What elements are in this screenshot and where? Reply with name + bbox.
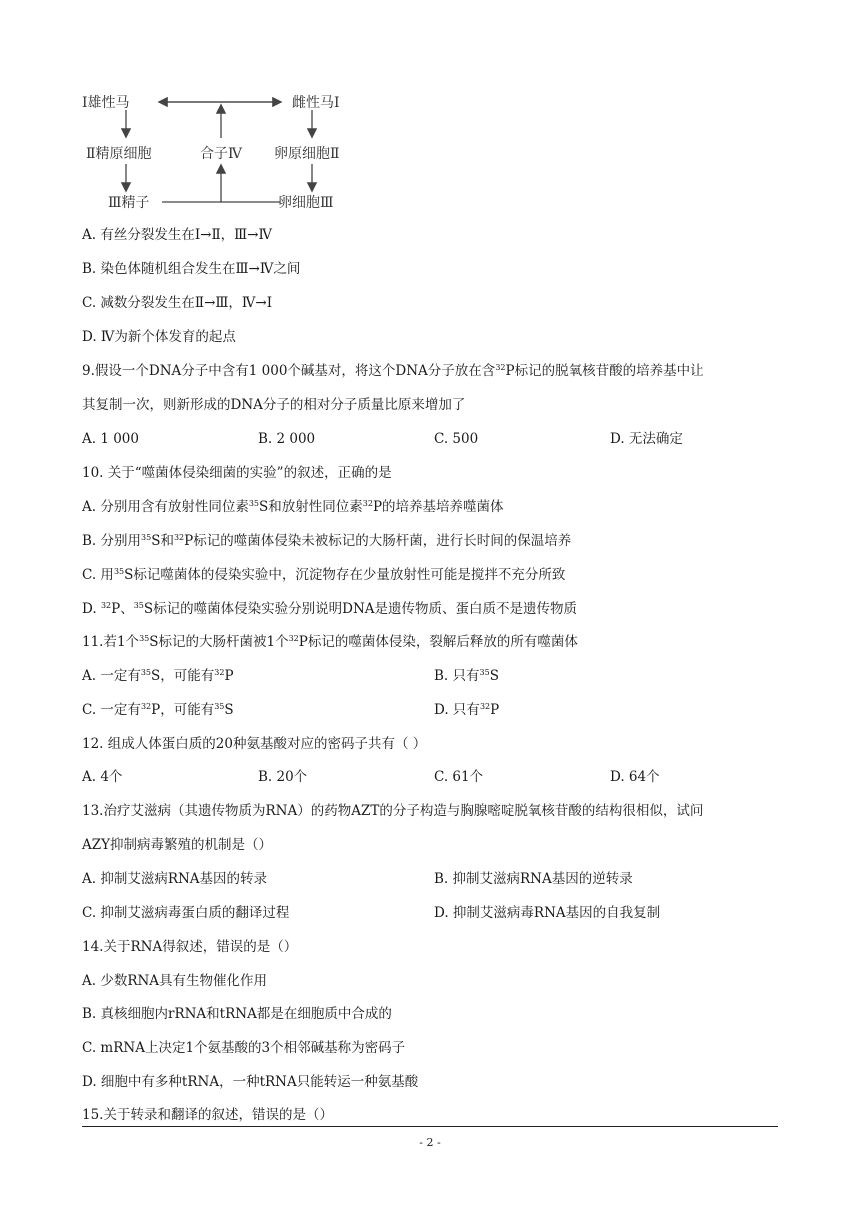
q11-option-d [434,700,499,720]
q10-d-text2: P、 [111,601,134,617]
page-number: - 2 - [419,1136,441,1149]
q11-c-sup2: 35 [214,702,225,711]
q10-a-text2: S和放射性同位素 [259,499,363,515]
q13-option-a: A. 抑制艾滋病RNA基因的转录 [82,871,268,887]
q10-option-b [82,531,571,551]
q14-option-d: D. 细胞中有多种tRNA，一种tRNA只能转运一种氨基酸 [82,1074,419,1090]
q12-option-b: B. 20个 [258,769,308,785]
q11-text2: S标记的大肠杆菌被1个 [149,634,289,650]
q11-c-text1: C. 一定有 [82,702,141,718]
q10-b-text2: S和 [151,533,174,549]
q8-option-a: A. 有丝分裂发生在Ⅰ→Ⅱ，Ⅲ→Ⅳ [82,227,272,243]
q11-d-sup1: 32 [479,702,491,711]
label-male: Ⅰ雄性马 [82,95,130,111]
q14-option-b: B. 真核细胞内rRNA和tRNA都是在细胞质中合成的 [82,1006,392,1022]
q9-text-b: P标记的脱氧核苷酸的培养基中让 [505,363,704,379]
q9-option-a: A. 1 000 [82,431,139,447]
q10-b-sup1: 35 [141,533,152,542]
q11-option-a [82,666,234,686]
q11-d-text1: D. 只有 [434,702,480,718]
q12-option-c: C. 61个 [434,769,484,785]
q11-text1: 11.若1个 [82,634,140,650]
q11-b-text1: B. 只有 [434,668,480,684]
q14-option-c: C. mRNA上决定1个氨基酸的3个相邻碱基称为密码子 [82,1040,406,1056]
q10-b-sup2: 32 [173,533,185,542]
q11-b-sup1: 35 [479,668,490,677]
q11-text3: P标记的噬菌体侵染，裂解后释放的所有噬菌体 [298,634,578,650]
q13-option-d: D. 抑制艾滋病毒RNA基因的自我复制 [434,905,661,921]
q10-option-c [82,565,565,585]
q11-a-text3: P [224,668,234,684]
q11-a-text1: A. 一定有 [82,668,141,684]
q11-a-text2: S，可能有 [151,668,215,684]
q10-c-text1: C. 用 [82,567,114,583]
q13-stem-line2: AZY抑制病毒繁殖的机制是（） [82,837,273,853]
q8-option-d: D. Ⅳ为新个体发育的起点 [82,329,236,345]
q9-text-a: 9.假设一个DNA分子中含有1 000个碱基对，将这个DNA分子放在含 [82,363,496,379]
q10-a-text1: A. 分别用含有放射性同位素 [82,499,249,515]
q11-option-c [82,700,234,720]
footer-rule [82,1126,778,1127]
q11-option-b [434,666,499,686]
q11-c-text3: S [224,702,234,718]
q11-sup2: 32 [288,634,299,643]
q10-d-text3: S标记的噬菌体侵染实验分别说明DNA是遗传物质、蛋白质不是遗传物质 [143,601,578,617]
q11-a-sup2: 32 [214,668,225,677]
q8-option-b: B. 染色体随机组合发生在Ⅲ→Ⅳ之间 [82,261,301,277]
q11-c-sup1: 32 [140,702,152,711]
q14-stem: 14.关于RNA得叙述，错误的是（） [82,939,298,955]
q10-b-text1: B. 分别用 [82,533,142,549]
label-egg: 卵细胞Ⅲ [278,195,334,211]
q10-c-sup1: 35 [113,567,125,576]
q11-c-text2: P，可能有 [151,702,215,718]
q10-a-sup1: 35 [248,499,260,508]
q10-c-text2: S标记噬菌体的侵染实验中，沉淀物存在少量放射性可能是搅拌不充分所致 [124,567,566,583]
label-sperm: Ⅲ精子 [108,195,150,211]
q11-a-sup1: 35 [140,668,152,677]
q10-d-text1: D. [82,601,101,617]
q10-d-sup1: 32 [100,601,112,610]
q10-option-d [82,599,577,619]
q9-stem-line1 [82,361,704,381]
q14-option-a: A. 少数RNA具有生物催化作用 [82,973,268,989]
q12-option-d: D. 64个 [610,769,660,785]
label-egg-cell: 卵原细胞Ⅱ [274,146,340,162]
label-sperm-cell: Ⅱ精原细胞 [86,146,152,162]
q13-option-c: C. 抑制艾滋病毒蛋白质的翻译过程 [82,905,290,921]
q8-option-c: C. 减数分裂发生在Ⅱ→Ⅲ，Ⅳ→Ⅰ [82,295,273,311]
q10-b-text3: P标记的噬菌体侵染未被标记的大肠杆菌，进行长时间的保温培养 [184,533,572,549]
q10-option-a [82,497,504,517]
q9-option-b: B. 2 000 [258,431,316,447]
q12-stem: 12. 组成人体蛋白质的20种氨基酸对应的密码子共有（ ） [82,736,427,752]
q13-stem-line1: 13.治疗艾滋病（其遗传物质为RNA）的药物AZT的分子构造与胸腺嘧啶脱氧核苷酸的结构很相似，试问 [82,803,704,819]
q11-d-text2: P [490,702,500,718]
q12-option-a: A. 4个 [82,769,123,785]
q10-d-sup2: 35 [133,601,144,610]
q9-isotope: 32 [495,363,506,372]
q9-option-c: C. 500 [434,431,479,447]
q15-stem: 15.关于转录和翻译的叙述，错误的是（） [82,1107,333,1123]
q11-stem [82,632,578,652]
q11-b-text2: S [489,668,499,684]
q9-stem-line2: 其复制一次，则新形成的DNA分子的相对分子质量比原来增加了 [82,397,466,413]
q10-a-text3: P的培养基培养噬菌体 [372,499,504,515]
reproduction-diagram [82,86,382,216]
q13-option-b: B. 抑制艾滋病RNA基因的逆转录 [434,871,633,887]
label-zygote: 合子Ⅳ [200,146,242,162]
q10-stem: 10. 关于“噬菌体侵染细菌的实验”的叙述，正确的是 [82,465,392,481]
label-female: 雌性马Ⅰ [292,95,340,111]
q11-sup1: 35 [139,634,150,643]
q9-option-d: D. 无法确定 [610,431,683,447]
q10-a-sup2: 32 [362,499,373,508]
